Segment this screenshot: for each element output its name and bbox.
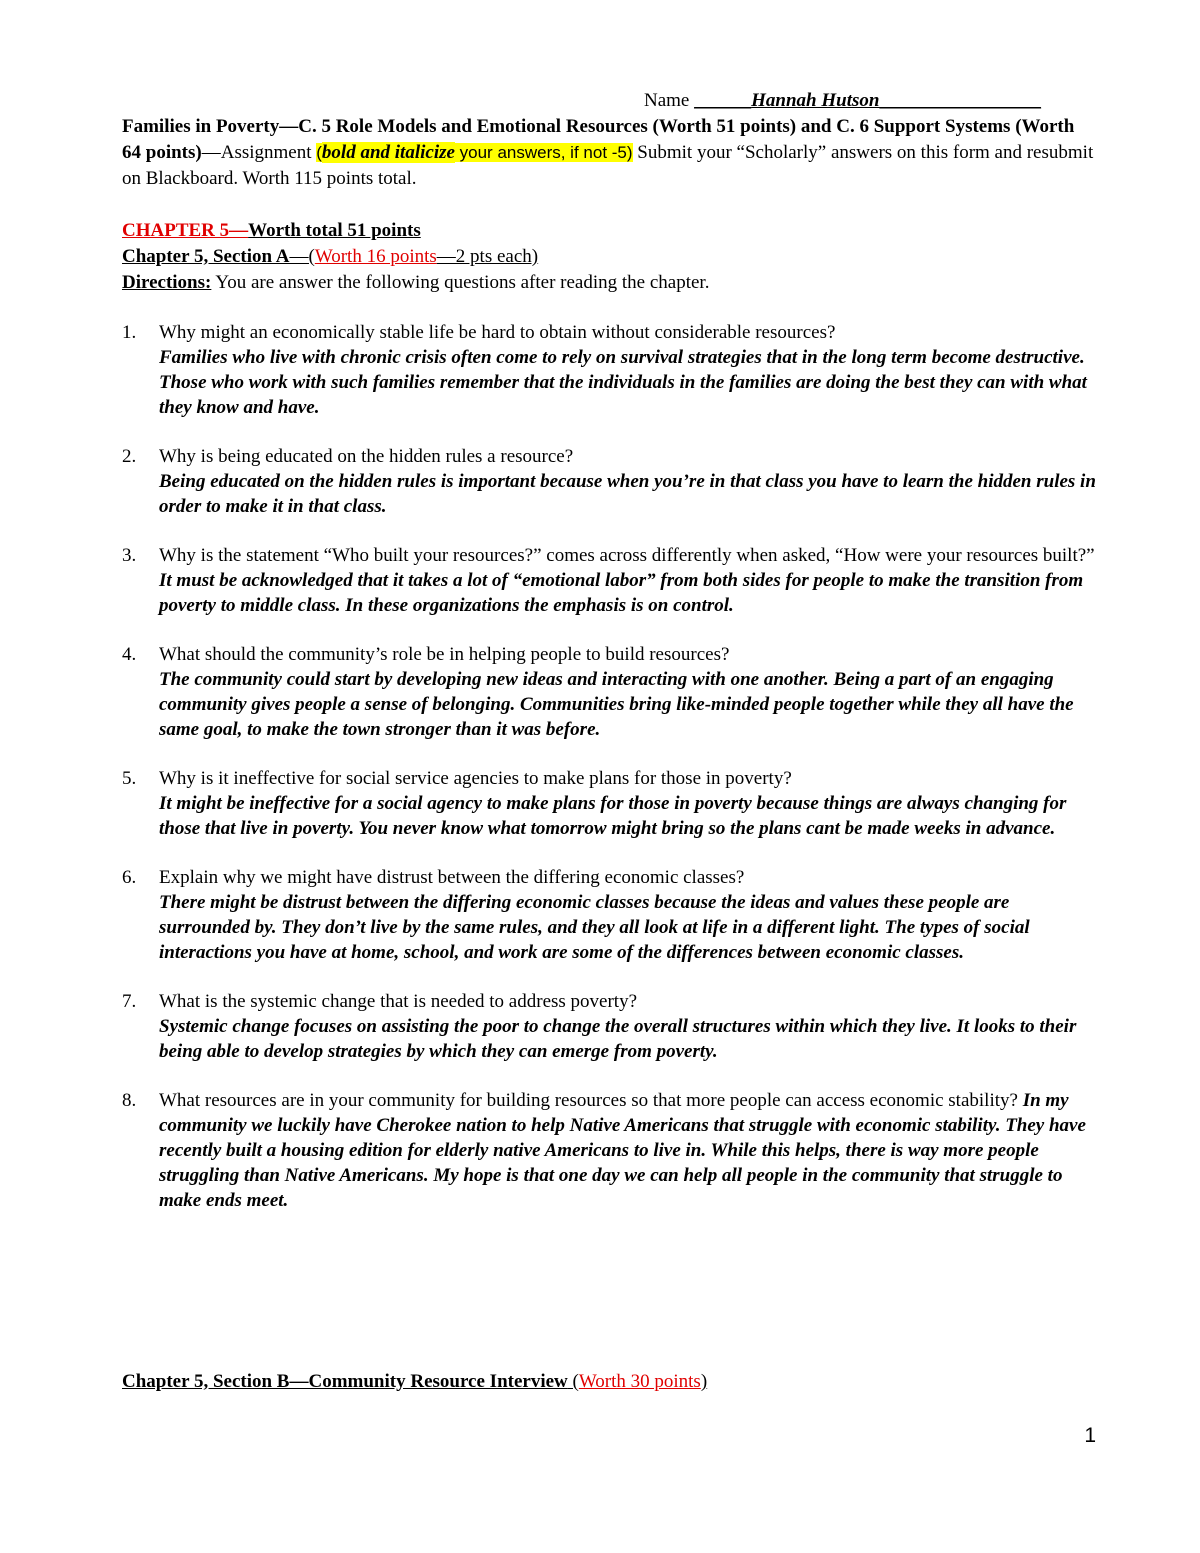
assignment-title	[122, 114, 1097, 192]
answer-text: It might be ineffective for a social agency to make plans for those in poverty because things are always changing for those that live in poverty. You never know what tomorrow might bring so the plans cant be made weeks in advance.	[159, 793, 1067, 839]
question-text: Why is being educated on the hidden rules a resource?	[159, 446, 574, 467]
directions	[122, 270, 1097, 296]
question-list	[122, 320, 1097, 1213]
question-number: 5.	[122, 768, 137, 789]
question-text: Explain why we might have distrust between the differing economic classes?	[159, 867, 745, 888]
question-text: Why is it ineffective for social service agencies to make plans for those in poverty?	[159, 768, 792, 789]
section-a-rest: —2 pts each)	[436, 246, 539, 267]
title-main: Families in Poverty—C. 5 Role Models and Emotional Resources (Worth 51 points) and C. 6 Support Systems (Worth 64 points)	[122, 116, 1075, 163]
section-b-worth: Worth 30 points	[578, 1371, 701, 1392]
chapter-5-worth: Worth total 51 points	[248, 220, 421, 241]
question-number: 3.	[122, 545, 137, 566]
question-number: 8.	[122, 1090, 137, 1111]
section-a-heading	[122, 244, 1097, 270]
question-item	[122, 642, 1097, 742]
question-item	[122, 1088, 1097, 1213]
document-page	[122, 88, 1097, 1237]
directions-text: You are answer the following questions after reading the chapter.	[211, 272, 710, 293]
name-line	[644, 88, 1097, 114]
title-submit-text: Submit your “Scholarly” answers on this form and resubmit on Blackboard. Worth 115 points total.	[122, 142, 1094, 189]
name-blank-prefix: ______	[694, 90, 752, 111]
answer-text: It must be acknowledged that it takes a lot of “emotional labor” from both sides for people to make the transition from poverty to middle class. In these organizations the emphasis is on control.	[159, 570, 1084, 616]
question-item	[122, 766, 1097, 841]
instruction-highlight-rest: your answers, if not -5)	[454, 143, 633, 162]
answer-text: In my community we luckily have Cherokee nation to help Native Americans that struggle with economic stability. They have recently built a housing edition for elderly native Americans to live in. While this helps, there is way more people struggling than Native Americans. My hope is that one day we can help all people in the community that struggle to make ends meet.	[159, 1090, 1086, 1211]
name-label: Name	[644, 90, 690, 111]
instruction-highlight-open: (	[316, 143, 322, 162]
question-item	[122, 543, 1097, 618]
student-name: Hannah Hutson	[751, 90, 880, 111]
question-item	[122, 989, 1097, 1064]
section-b-heading	[122, 1369, 707, 1395]
chapter-5-label: CHAPTER 5—	[122, 220, 249, 241]
question-text: What should the community’s role be in helping people to build resources?	[159, 644, 730, 665]
section-a-label: Chapter 5, Section A	[122, 246, 290, 267]
answer-text: Systemic change focuses on assisting the poor to change the overall structures within which they live. It looks to their being able to develop strategies by which they can emerge from poverty.	[159, 1016, 1077, 1062]
instruction-highlight-bold: bold and italicize	[321, 142, 455, 163]
section-a-open: (	[308, 246, 315, 267]
page-number: 1	[1084, 1424, 1096, 1447]
section-b-label: Chapter 5, Section B—Community Resource Interview	[122, 1371, 568, 1392]
section-b-close: )	[700, 1371, 708, 1392]
question-number: 1.	[122, 322, 137, 343]
question-item	[122, 865, 1097, 965]
question-text: Why might an economically stable life be hard to obtain without considerable resources?	[159, 322, 836, 343]
chapter-5-heading	[122, 218, 1097, 244]
answer-text: The community could start by developing new ideas and interacting with one another. Being a part of an engaging community gives people a sense of belonging. Communities bring like-minded people together while they all have the same goal, to make the town stronger than it was before.	[159, 669, 1074, 740]
question-text: What is the systemic change that is needed to address poverty?	[159, 991, 638, 1012]
question-item	[122, 444, 1097, 519]
question-number: 6.	[122, 867, 137, 888]
question-number: 4.	[122, 644, 137, 665]
directions-label: Directions:	[122, 272, 212, 293]
question-number: 7.	[122, 991, 137, 1012]
section-a-dash: —	[289, 246, 309, 267]
section-b-open: (	[567, 1371, 579, 1392]
answer-text: Being educated on the hidden rules is important because when you’re in that class you have to learn the hidden rules in order to make it in that class.	[159, 471, 1096, 517]
question-number: 2.	[122, 446, 137, 467]
name-blank-suffix: _________________	[879, 90, 1041, 111]
answer-text: Families who live with chronic crisis often come to rely on survival strategies that in the long term become destructive. Those who work with such families remember that the individuals in the families are doing the best they can with what they know and have.	[159, 347, 1087, 418]
section-a-worth: Worth 16 points	[314, 246, 437, 267]
title-assignment: —Assignment	[201, 142, 317, 163]
question-text: Why is the statement “Who built your resources?” comes across differently when asked, “How were your resources built?”	[159, 545, 1095, 566]
answer-text: There might be distrust between the differing economic classes because the ideas and values these people are surrounded by. They don’t live by the same rules, and they all look at life in a different light. The types of social interactions you have at home, school, and work are some of the differences between economic classes.	[159, 892, 1030, 963]
question-item	[122, 320, 1097, 420]
question-text: What resources are in your community for building resources so that more people can access economic stability?	[159, 1090, 1023, 1111]
